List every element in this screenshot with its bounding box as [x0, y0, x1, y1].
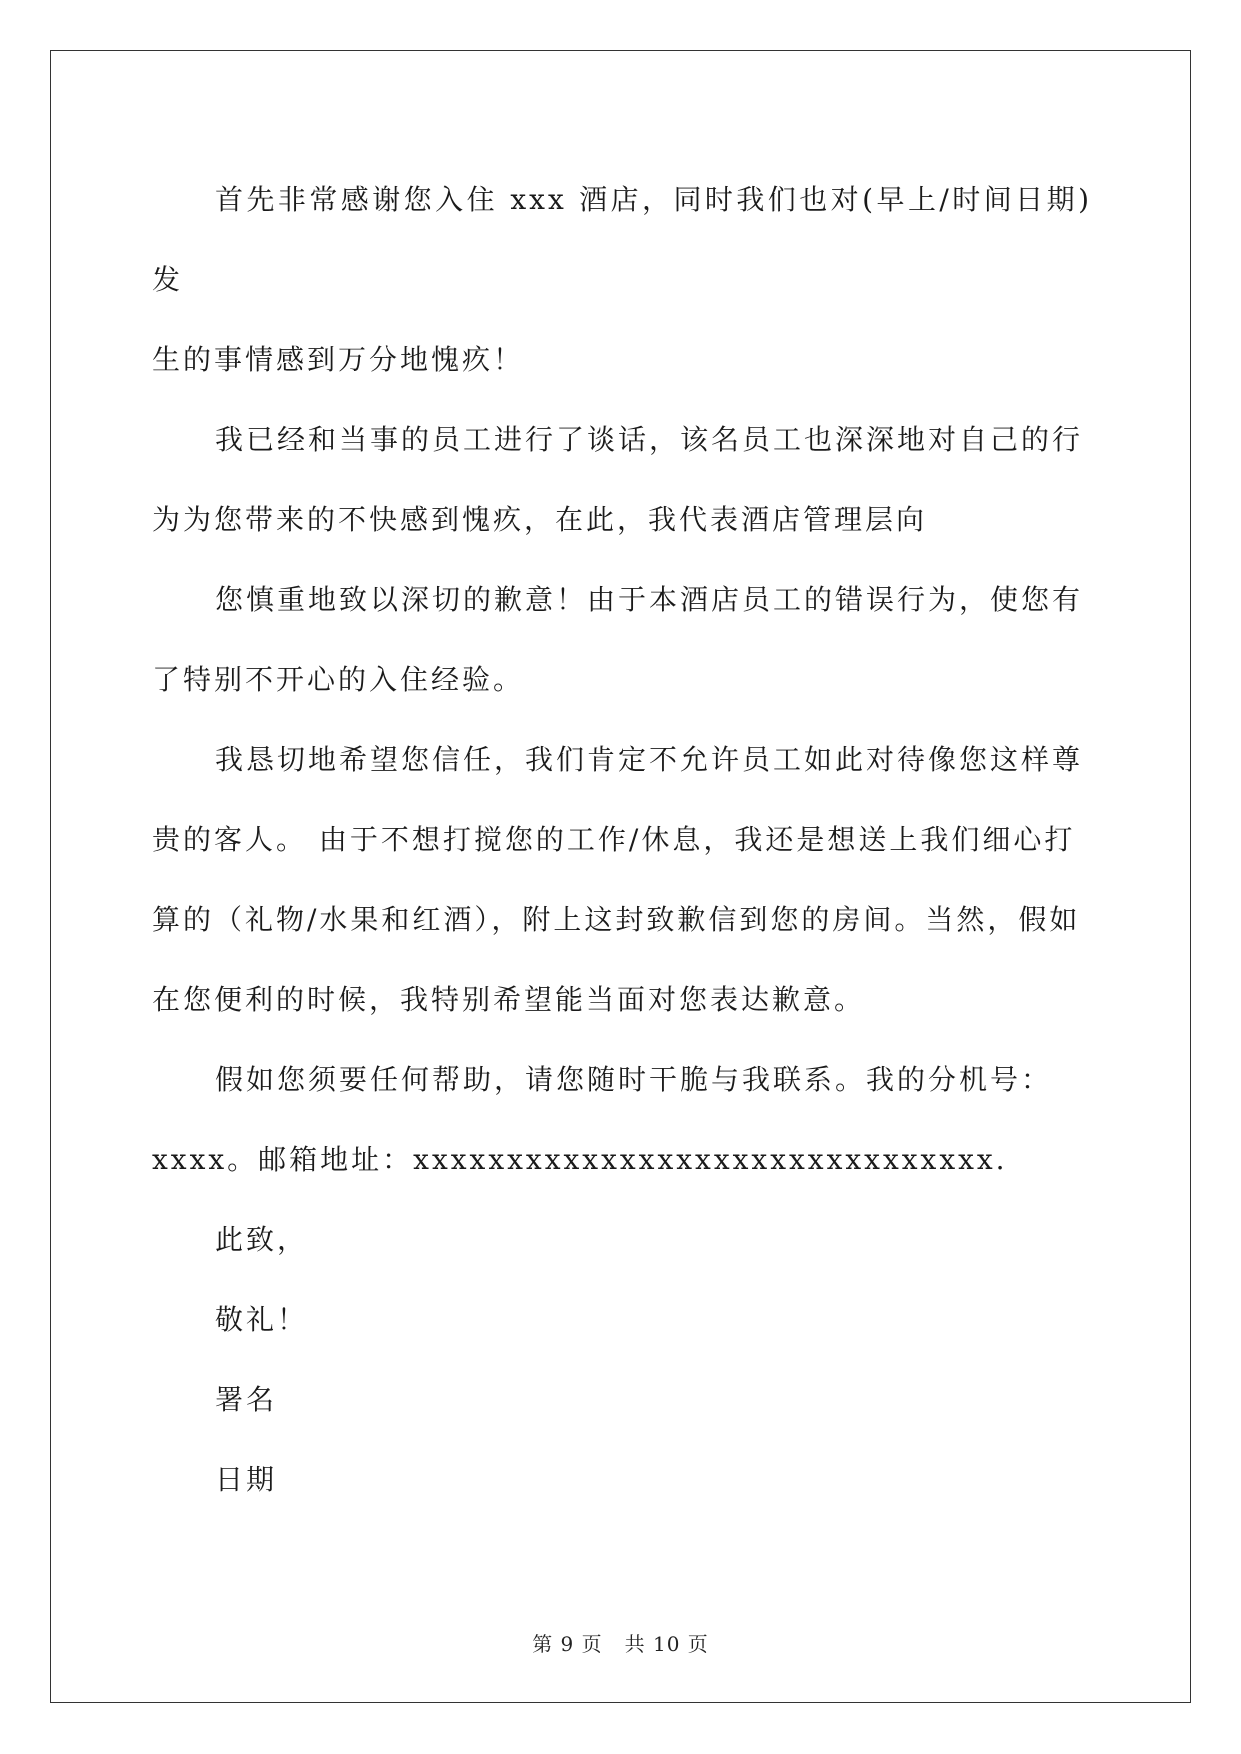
paragraph-apology	[152, 560, 1092, 720]
text-line: 在您便利的时候，我特别希望能当面对您表达歉意。	[152, 983, 866, 1016]
text-line: xxxx。邮箱地址：xxxxxxxxxxxxxxxxxxxxxxxxxxxxxxx.	[152, 1143, 1008, 1176]
date: 日期	[215, 1463, 278, 1496]
text-line: 首先非常感谢您入住 xxx 酒店，同时我们也对(早上/时间日期)发	[152, 183, 1092, 296]
letter-body	[152, 160, 1092, 1520]
text-line: 算的（礼物/水果和红酒），附上这封致歉信到您的房间。当然，假如	[152, 903, 1081, 936]
paragraph-contact	[152, 1040, 1092, 1200]
text-line: 假如您须要任何帮助，请您随时干脆与我联系。我的分机号：	[215, 1063, 1053, 1096]
page-total: 共 10 页	[624, 1632, 709, 1656]
text-line: 您慎重地致以深切的歉意！由于本酒店员工的错误行为，使您有	[215, 583, 1084, 616]
text-line: 我恳切地希望您信任，我们肯定不允许员工如此对待像您这样尊	[215, 743, 1084, 776]
paragraph-opening	[152, 160, 1092, 400]
paragraph-talked-to-staff	[152, 400, 1092, 560]
text-line: 生的事情感到万分地愧疚！	[152, 343, 525, 376]
signature: 署名	[215, 1383, 278, 1416]
paragraph-gift	[152, 720, 1092, 1040]
text-line: 为为您带来的不快感到愧疚，在此，我代表酒店管理层向	[152, 503, 928, 536]
page-footer	[0, 1628, 1241, 1657]
page-number: 第 9 页	[532, 1632, 603, 1656]
closing-regards: 敬礼！	[215, 1303, 309, 1336]
closing-salutation: 此致，	[215, 1223, 309, 1256]
text-line: 我已经和当事的员工进行了谈话，该名员工也深深地对自己的行	[215, 423, 1084, 456]
text-line: 了特别不开心的入住经验。	[152, 663, 525, 696]
text-line: 贵的客人。 由于不想打搅您的工作/休息，我还是想送上我们细心打	[152, 823, 1076, 856]
